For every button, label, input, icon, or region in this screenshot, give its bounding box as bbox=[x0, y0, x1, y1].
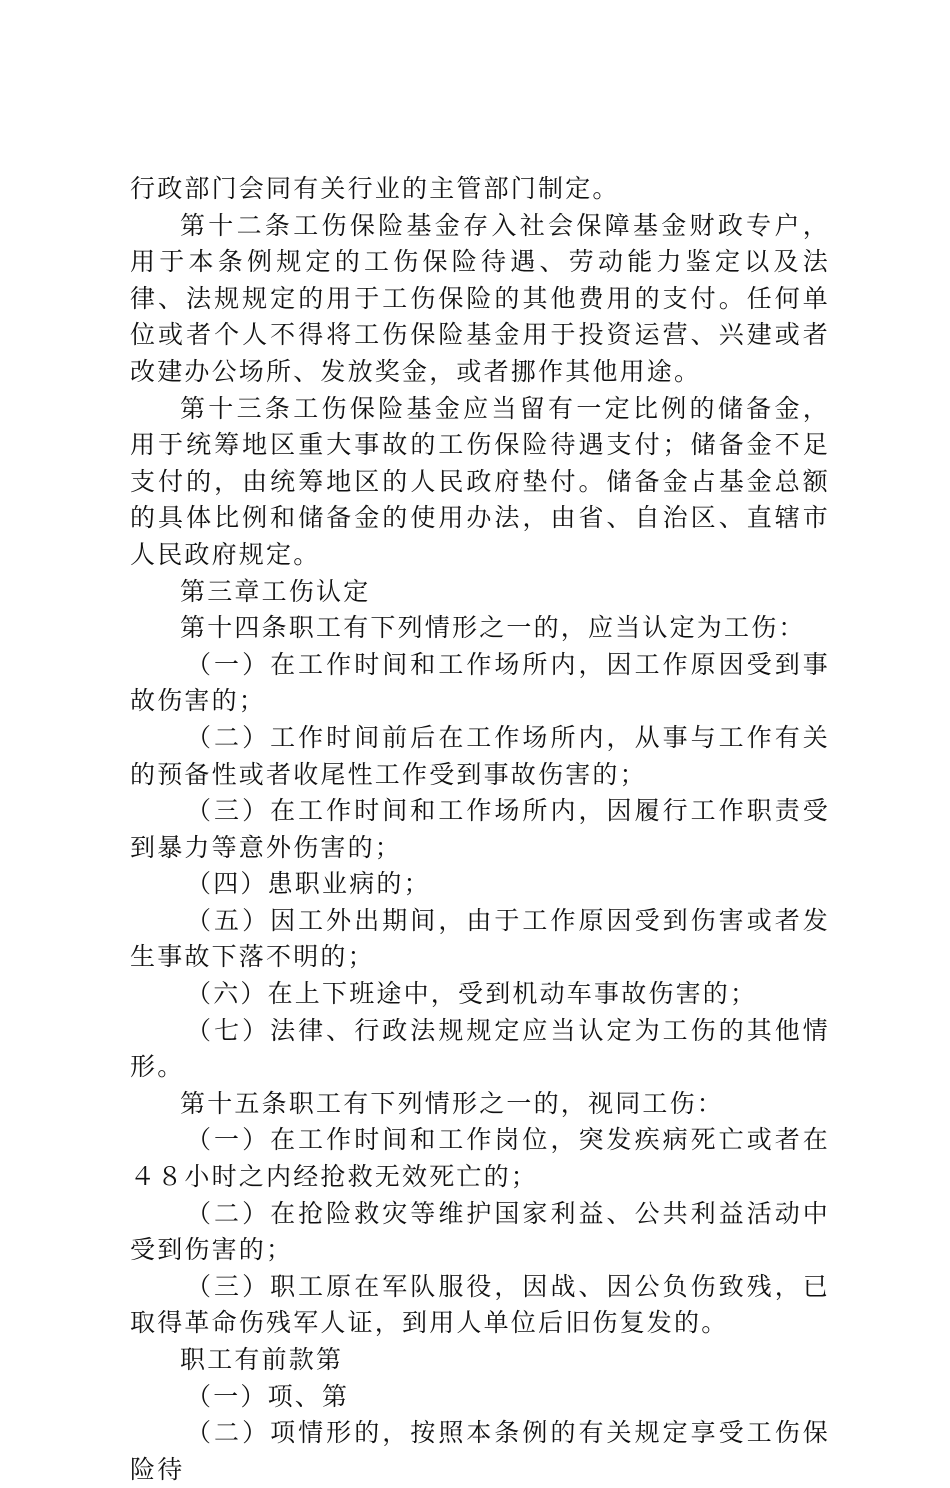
list-item: （二）项情形的，按照本条例的有关规定享受工伤保险待 bbox=[130, 1418, 830, 1484]
list-item: （一）项、第 bbox=[186, 1381, 350, 1411]
paragraph: 职工有前款第 bbox=[180, 1345, 344, 1374]
list-item: （一）在工作时间和工作场所内，因工作原因受到事故伤害的； bbox=[130, 649, 830, 716]
article-14-paragraph: 第十四条职工有下列情形之一的，应当认定为工伤： bbox=[180, 613, 806, 643]
chapter-heading: 第三章工伤认定 bbox=[180, 576, 371, 606]
document-body bbox=[130, 171, 830, 1488]
paragraph: 行政部门会同有关行业的主管部门制定。 bbox=[130, 174, 620, 203]
list-item: （一）在工作时间和工作岗位，突发疾病死亡或者在４８小时之内经抢救无效死亡的； bbox=[130, 1125, 830, 1192]
list-item: （二）在抢险救灾等维护国家利益、公共利益活动中受到伤害的； bbox=[130, 1198, 830, 1265]
list-item: （五）因工外出期间，由于工作原因受到伤害或者发生事故下落不明的； bbox=[130, 905, 830, 972]
article-15-paragraph: 第十五条职工有下列情形之一的，视同工伤： bbox=[180, 1088, 725, 1118]
list-item: （六）在上下班途中，受到机动车事故伤害的； bbox=[186, 979, 758, 1009]
list-item: （二）工作时间前后在工作场所内，从事与工作有关的预备性或者收尾性工作受到事故伤害的； bbox=[130, 722, 830, 789]
list-item: （七）法律、行政法规规定应当认定为工伤的其他情形。 bbox=[130, 1015, 830, 1082]
article-13-paragraph: 第十三条工伤保险基金应当留有一定比例的储备金，用于统筹地区重大事故的工伤保险待遇支付；储备金不足支付的，由统筹地区的人民政府垫付。储备金占基金总额的具体比例和储备金的使用办法，由省、自治区、直辖市人民政府规定。 bbox=[130, 393, 830, 569]
list-item: （三）职工原在军队服役，因战、因公负伤致残，已取得革命伤残军人证，到用人单位后旧伤复发的。 bbox=[130, 1271, 830, 1338]
list-item: （三）在工作时间和工作场所内，因履行工作职责受到暴力等意外伤害的； bbox=[130, 796, 830, 862]
list-item: （四）患职业病的； bbox=[186, 869, 431, 899]
article-12-paragraph: 第十二条工伤保险基金存入社会保障基金财政专户，用于本条例规定的工伤保险待遇、劳动能力鉴定以及法律、法规规定的用于工伤保险的其他费用的支付。任何单位或者个人不得将工伤保险基金用于投资运营、兴建或者改建办公场所、发放奖金，或者挪作其他用途。 bbox=[130, 210, 830, 386]
